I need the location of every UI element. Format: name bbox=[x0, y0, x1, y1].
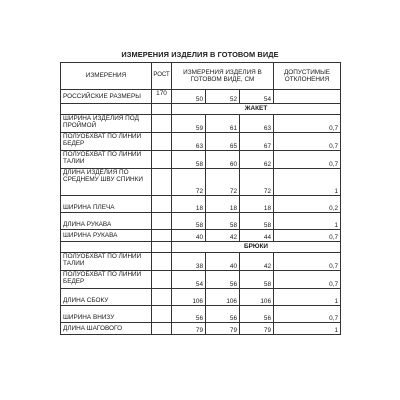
row-tolerance: 0,7 bbox=[274, 115, 341, 133]
section-row-jacket bbox=[61, 104, 341, 115]
table-row bbox=[61, 271, 341, 289]
row-label: ДЛИНА РУКАВА bbox=[61, 213, 152, 230]
table-row bbox=[61, 253, 341, 271]
table-row bbox=[61, 196, 341, 213]
row-value-2: 79 bbox=[206, 323, 240, 335]
row-label: ПОЛУОБХВАТ ПО ЛИНИИ БЕДЕР bbox=[61, 133, 152, 151]
size-50: 50 bbox=[172, 90, 206, 104]
row-tolerance: 1 bbox=[274, 213, 341, 230]
header-measurements: ИЗМЕРЕНИЯ bbox=[61, 63, 152, 90]
row-value-2: 42 bbox=[206, 230, 240, 242]
row-label: ШИРИНА ПЛЕЧА bbox=[61, 196, 152, 213]
row-value-3: 42 bbox=[240, 253, 274, 271]
table-row bbox=[61, 323, 341, 335]
row-tolerance: 0,7 bbox=[274, 230, 341, 242]
row-label: ДЛИНА ШАГОВОГО bbox=[61, 323, 152, 335]
row-value-2: 18 bbox=[206, 196, 240, 213]
row-tolerance: 0,7 bbox=[274, 133, 341, 151]
row-value-3: 67 bbox=[240, 133, 274, 151]
row-tolerance: 1 bbox=[274, 169, 341, 196]
rost-value: 170 bbox=[152, 90, 172, 104]
row-label: ШИРИНА ИЗДЕЛИЯ ПОД ПРОЙМОЙ bbox=[61, 115, 152, 133]
row-value-2: 56 bbox=[206, 306, 240, 323]
row-value-2: 40 bbox=[206, 253, 240, 271]
row-value-2: 58 bbox=[206, 213, 240, 230]
row-value-3: 58 bbox=[240, 271, 274, 289]
row-value-1: 59 bbox=[172, 115, 206, 133]
row-tolerance: 1 bbox=[274, 289, 341, 306]
table-row bbox=[61, 289, 341, 306]
section-title-jacket: ЖАКЕТ bbox=[172, 104, 341, 115]
row-value-3: 106 bbox=[240, 289, 274, 306]
header-rost: РОСТ bbox=[152, 63, 172, 90]
row-value-3: 63 bbox=[240, 115, 274, 133]
row-label: ПОЛУОБХВАТ ПО ЛИНИИ БЕДЕР bbox=[61, 271, 152, 289]
table-header-row bbox=[61, 63, 341, 90]
row-label: ДЛИНА ИЗДЕЛИЯ ПО СРЕДНЕМУ ШВУ СПИНКИ bbox=[61, 169, 152, 196]
sizes-label: РОССИЙСКИЕ РАЗМЕРЫ bbox=[61, 90, 152, 104]
row-label: ШИРИНА ВНИЗУ bbox=[61, 306, 152, 323]
size-52: 52 bbox=[206, 90, 240, 104]
row-label: ШИРИНА РУКАВА bbox=[61, 230, 152, 242]
row-value-2: 72 bbox=[206, 169, 240, 196]
table-row bbox=[61, 306, 341, 323]
row-label: ДЛИНА СБОКУ bbox=[61, 289, 152, 306]
table-row bbox=[61, 169, 341, 196]
row-tolerance: 0,7 bbox=[274, 151, 341, 169]
row-value-3: 62 bbox=[240, 151, 274, 169]
table-row bbox=[61, 151, 341, 169]
row-value-3: 56 bbox=[240, 306, 274, 323]
measurements-table bbox=[60, 62, 341, 335]
header-finished-size: ИЗМЕРЕНИЯ ИЗДЕЛИЯ В ГОТОВОМ ВИДЕ, СМ bbox=[172, 63, 274, 90]
row-value-3: 18 bbox=[240, 196, 274, 213]
row-value-1: 40 bbox=[172, 230, 206, 242]
section-title-trousers: БРЮКИ bbox=[172, 242, 341, 253]
row-value-2: 106 bbox=[206, 289, 240, 306]
table-row bbox=[61, 230, 341, 242]
section-row-trousers bbox=[61, 242, 341, 253]
row-value-3: 44 bbox=[240, 230, 274, 242]
row-value-2: 56 bbox=[206, 271, 240, 289]
row-tolerance: 0,7 bbox=[274, 253, 341, 271]
row-value-1: 79 bbox=[172, 323, 206, 335]
row-value-1: 63 bbox=[172, 133, 206, 151]
row-value-2: 65 bbox=[206, 133, 240, 151]
row-tolerance: 1 bbox=[274, 323, 341, 335]
sizes-tolerance-empty bbox=[274, 90, 341, 104]
row-value-1: 54 bbox=[172, 271, 206, 289]
row-value-1: 72 bbox=[172, 169, 206, 196]
size-54: 54 bbox=[240, 90, 274, 104]
row-label: ПОЛУОБХВАТ ПО ЛИНИИ ТАЛИИ bbox=[61, 253, 152, 271]
row-tolerance: 0,7 bbox=[274, 306, 341, 323]
row-value-1: 58 bbox=[172, 151, 206, 169]
row-value-3: 58 bbox=[240, 213, 274, 230]
row-value-3: 79 bbox=[240, 323, 274, 335]
row-value-1: 56 bbox=[172, 306, 206, 323]
table-row bbox=[61, 133, 341, 151]
row-tolerance: 0,7 bbox=[274, 271, 341, 289]
row-label: ПОЛУОБХВАТ ПО ЛИНИИ ТАЛИИ bbox=[61, 151, 152, 169]
sizes-row bbox=[61, 90, 341, 104]
row-value-2: 60 bbox=[206, 151, 240, 169]
row-value-2: 61 bbox=[206, 115, 240, 133]
row-value-1: 38 bbox=[172, 253, 206, 271]
table-row bbox=[61, 213, 341, 230]
header-tolerance: ДОПУСТИМЫЕ ОТКЛОНЕНИЯ bbox=[274, 63, 341, 90]
row-tolerance: 0,2 bbox=[274, 196, 341, 213]
row-value-1: 18 bbox=[172, 196, 206, 213]
row-value-3: 72 bbox=[240, 169, 274, 196]
row-value-1: 58 bbox=[172, 213, 206, 230]
table-title: ИЗМЕРЕНИЯ ИЗДЕЛИЯ В ГОТОВОМ ВИДЕ bbox=[121, 50, 279, 59]
row-value-1: 106 bbox=[172, 289, 206, 306]
table-row bbox=[61, 115, 341, 133]
